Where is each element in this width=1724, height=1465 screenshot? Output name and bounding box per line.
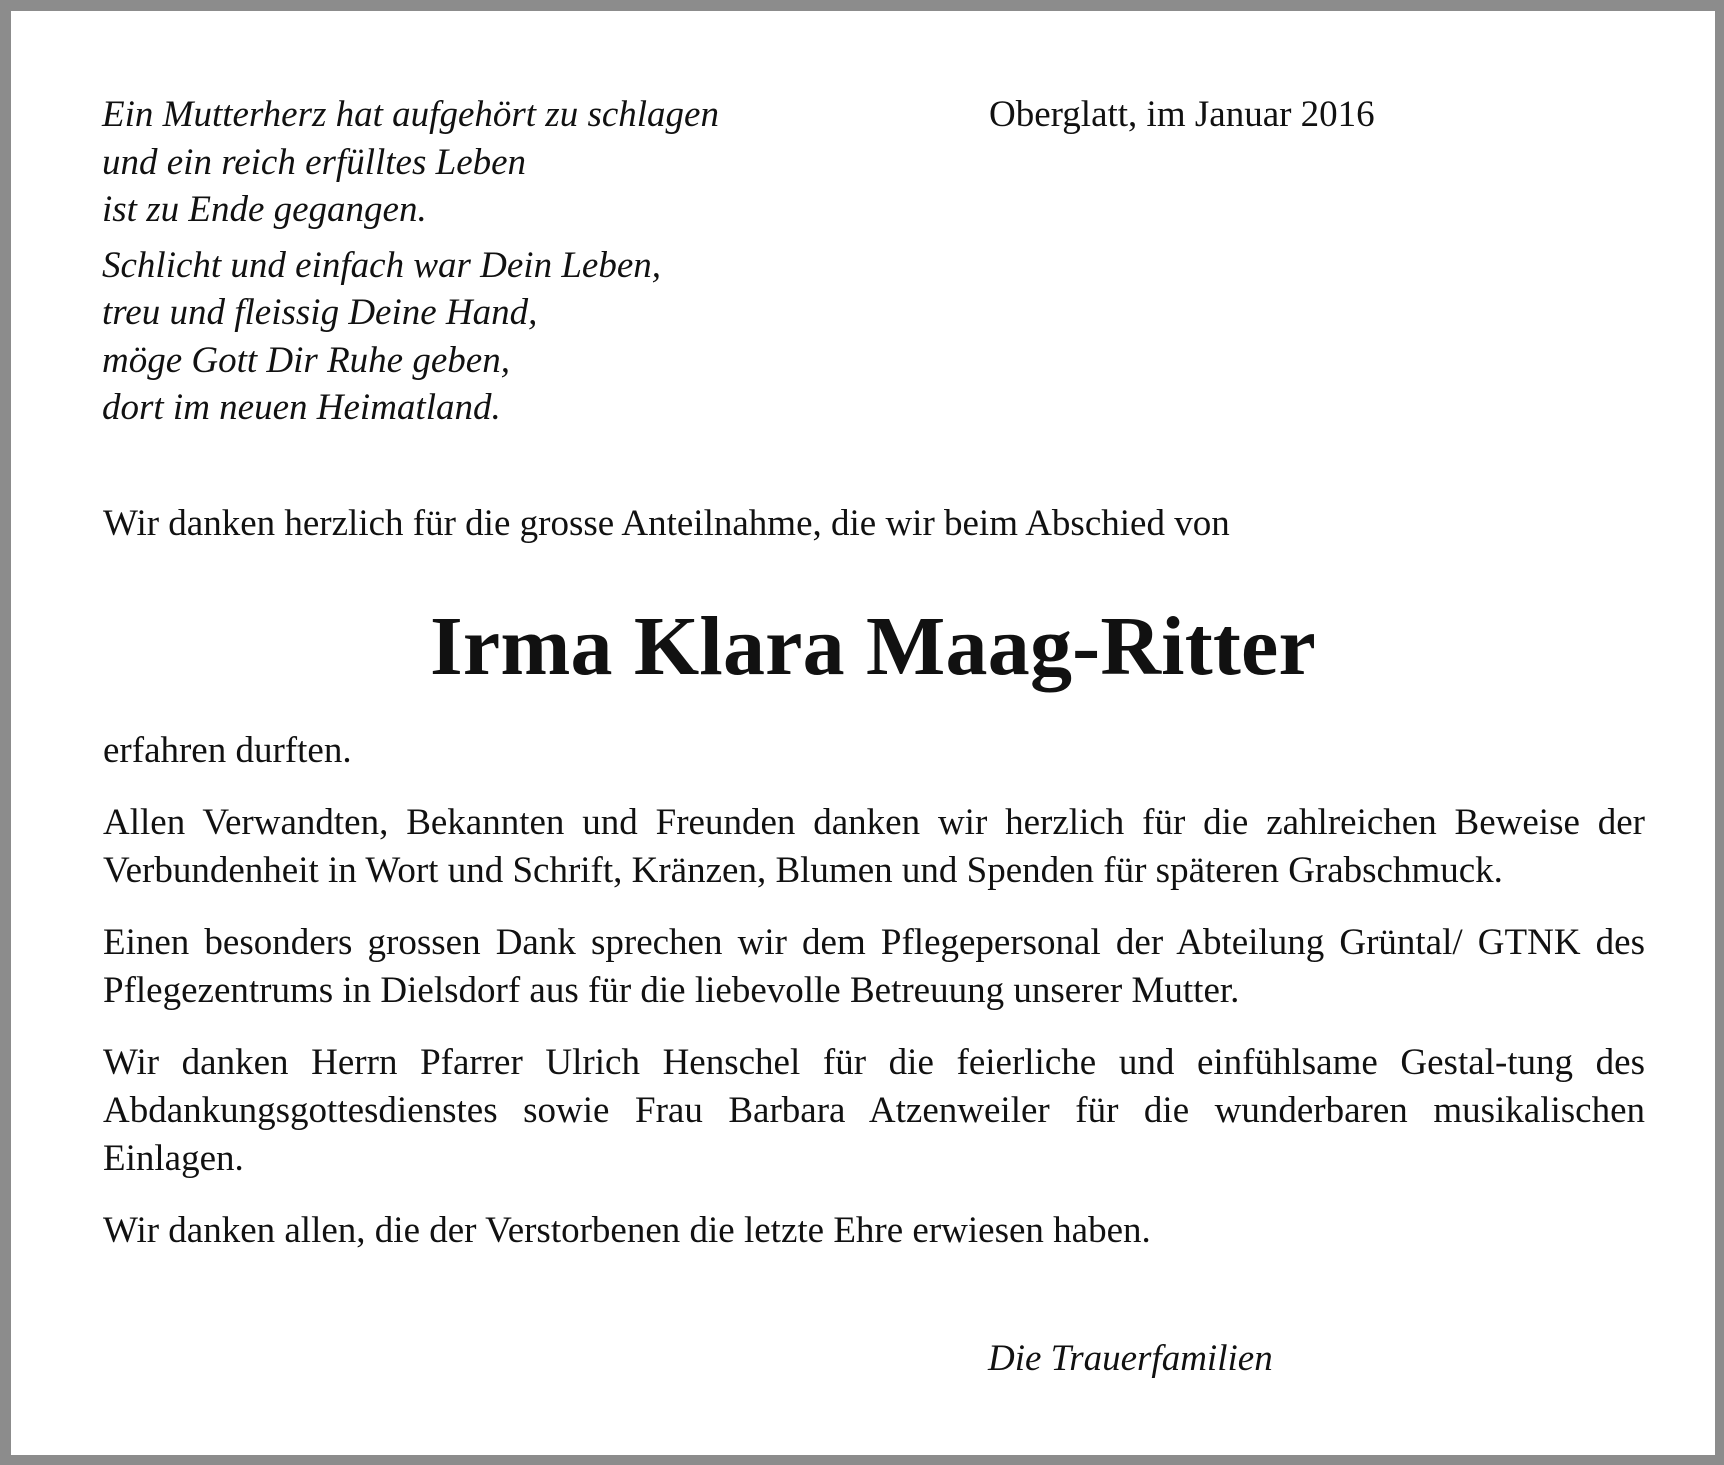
poem-line: ist zu Ende gegangen. (102, 189, 427, 230)
thanks-paragraphs (103, 799, 1645, 1279)
poem-line: dort im neuen Heimatland. (102, 387, 501, 428)
deceased-name: Irma Klara Maag-Ritter (429, 600, 1317, 693)
intro-text: Wir danken herzlich für die grosse Anteilnahme, die wir beim Abschied von (103, 503, 1230, 544)
thanks-paragraph-relatives: Allen Verwandten, Bekannten und Freunden danken wir herzlich für die zahlreichen Beweise der Verbundenheit in Wort und Schrift, Kränzen, Blumen und Spenden für späteren Grabschmuck. (103, 802, 1645, 891)
poem-line: Ein Mutterherz hat aufgehört zu schlagen (102, 94, 719, 135)
thanks-paragraph-care-staff: Einen besonders grossen Dank sprechen wir dem Pflegepersonal der Abteilung Grüntal/ GTNK des Pflegezentrums in Dielsdorf aus für die liebevolle Betreuung unserer Mutter. (103, 922, 1645, 1011)
poem-line: möge Gott Dir Ruhe geben, (102, 339, 510, 381)
signature: Die Trauerfamilien (988, 1338, 1273, 1379)
poem-stanza-2 (102, 242, 902, 432)
poem-line: treu und fleissig Deine Hand, (102, 292, 538, 333)
memorial-poem (102, 91, 902, 432)
poem-stanza-1 (102, 91, 902, 234)
after-name-text: erfahren durften. (103, 730, 352, 771)
poem-line: Schlicht und einfach war Dein Leben, (102, 244, 662, 286)
place-and-date: Oberglatt, im Januar 2016 (989, 94, 1375, 135)
poem-line: und ein reich erfülltes Leben (102, 141, 527, 183)
thanks-paragraph-all: Wir danken allen, die der Verstorbenen die letzte Ehre erwiesen haben. (103, 1210, 1151, 1251)
thanks-paragraph-pastor: Wir danken Herrn Pfarrer Ulrich Henschel für die feierliche und einfühlsame Gestal-tung des Abdankungsgottesdienstes sowie Frau Barbara Atzenweiler für die wunderbaren musikalischen Einlagen. (103, 1042, 1645, 1179)
